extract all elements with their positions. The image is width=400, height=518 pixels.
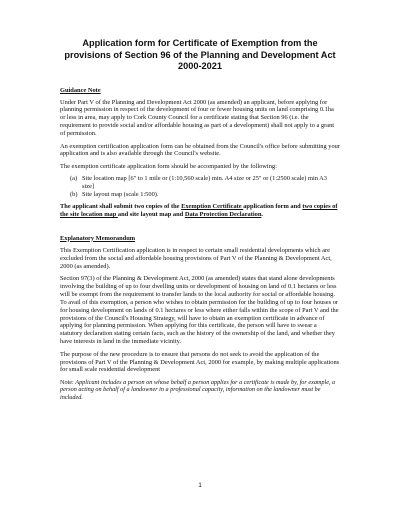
submission-text-1: The applicant shall submit two copies of the: [60, 203, 182, 211]
memo-paragraph-3: The purpose of the new procedure is to ensure that persons do not seek to avoid the application of the provisions of Part V of the Planning & Development Act, 2000 for example, by making multiple applications for small scale residential development: [60, 350, 340, 374]
list-item-text: Site location map [6" to 1 mile or (1:10,560 scale) min. A4 size or 25" or (1:2500 scale) min A3 size]: [82, 175, 327, 191]
section-spacer: [60, 224, 340, 235]
memo-paragraph-1: This Exemption Certification application is in respect to certain small residential developments which are excluded from the social and affordable housing provisions of Part V of the Planning & Development Act, 2000 (as amended).: [60, 246, 332, 270]
memo-paragraph-2: Section 97(3) of the Planning & Development Act, 2000 (as amended) states that stand alone developments involving the building of up to four dwelling units or development of housing on land of 0.1 hectares or less will be exempt from the requirement to transfer lands to the local authority for social or affordable housing. To avail of this exemption, a person who wishes to obtain permission for the building of up to four houses or for housing development on lands of 0.1 hectares or less where either falls within the scope of Part V and the provisions of the Council's Housing Strategy, will have to obtain an exemption certificate in advance of applying for planning permission. When applying for this certificate, the person will have to swear a statutory declaration stating certain facts, such as the history of the ownership of the land, and whether they have interests in land in the immediate vicinity.: [60, 275, 339, 346]
exemption-certificate-link[interactable]: Exemption Certificate: [181, 203, 244, 211]
guidance-heading: Guidance Note: [60, 86, 101, 94]
page-number: 1: [198, 482, 202, 489]
guidance-paragraph-3: The exemption certificate application form should be accompanied by the following:: [60, 162, 277, 170]
memo-heading: Explanatory Memorandum: [60, 234, 136, 242]
submission-requirements: [60, 203, 340, 219]
submission-text-2: application form and: [243, 203, 303, 211]
list-marker: (b): [70, 191, 78, 199]
list-item: [60, 191, 340, 199]
list-marker: (a): [70, 175, 78, 183]
guidance-paragraph-1: Under Part V of the Planning and Development Act 2000 (as amended) an applicant, before applying for planning permission in respect of the development of four or fewer housing units on land comprising 0.1ha or less in area, may apply to Cork County Council for a certificate stating that Section 96 (i.e. the requirement to provide social and/or affordable housing as part of a development) shall not apply to a grant of permission.: [60, 98, 335, 138]
site-location-map-link[interactable]: two copies of the site location map: [60, 203, 338, 219]
data-protection-declaration-link[interactable]: Data Protection Declaration: [184, 211, 262, 219]
list-item-text: Site layout map (scale 1:500).: [82, 191, 159, 199]
submission-text-4: .: [261, 211, 263, 219]
guidance-paragraph-2: An exemption certification application form can be obtained from the Council's office before submitting your application and is also available through the Council's website.: [60, 142, 341, 158]
note-text: Applicant includes a person on whose behalf a person applies for a certificate is made by, for example, a person acting on behalf of a landowner in a professional capacity, information on the landowner must be included.: [60, 378, 336, 402]
required-documents-list: [60, 175, 340, 199]
applicant-note: [60, 379, 340, 402]
document-title: Application form for Certificate of Exemption from the provisions of Section 96 of the Planning and Development Act 2000-2021: [64, 38, 336, 71]
note-label: Note:: [60, 378, 76, 386]
submission-text-3: and site layout map and: [117, 211, 185, 219]
list-item: [60, 175, 340, 191]
